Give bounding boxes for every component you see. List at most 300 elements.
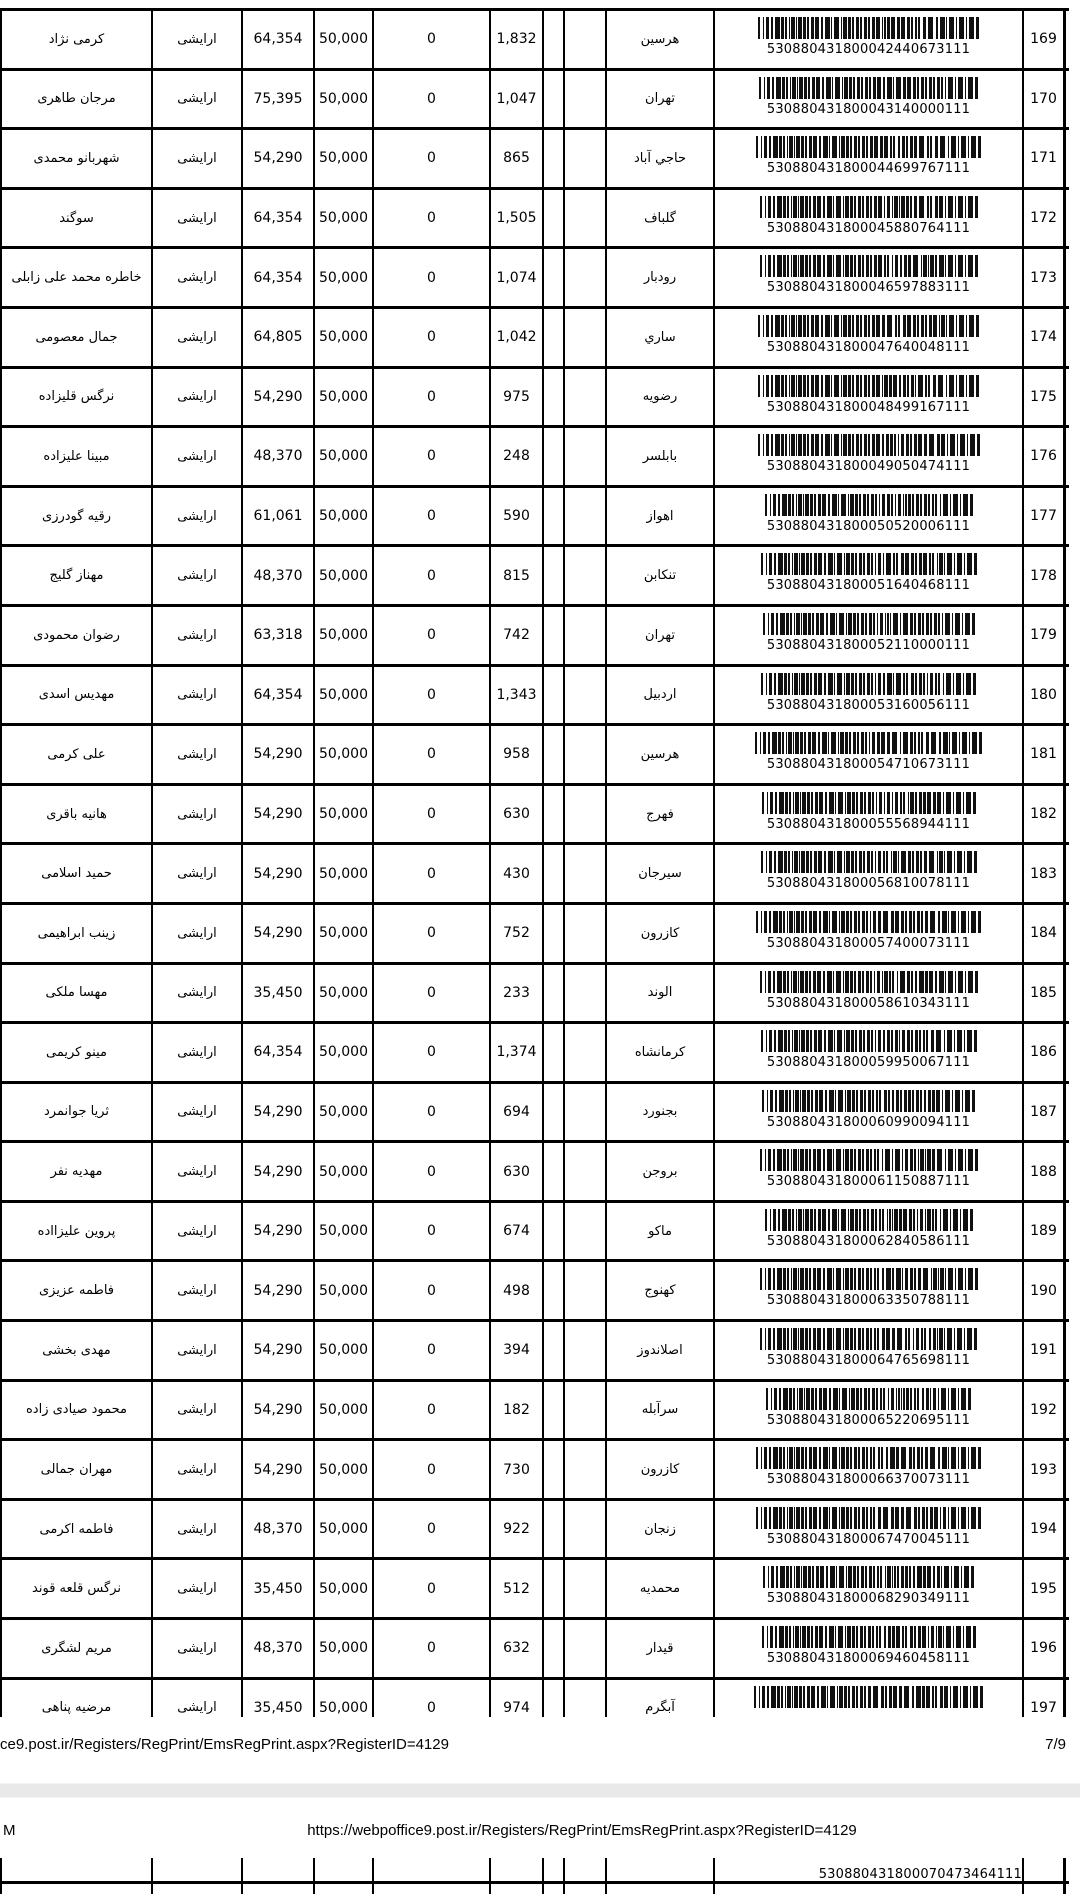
barcode-image [762,1090,975,1112]
cell-insured [313,1884,372,1894]
cell-sender-name: نرگس قلعه قوند [0,1560,151,1617]
table-row [0,1322,1069,1382]
barcode-image [759,77,978,99]
cell-insured: 50,000 [313,1024,372,1081]
table-row [0,1084,1069,1144]
cell-insured: 50,000 [313,130,372,187]
barcode-digits: 530880431800068290349111 [766,1591,971,1607]
barcode-image [761,851,977,873]
cell-row-number: 190 [1022,1262,1066,1319]
cell-row-number: 172 [1022,190,1066,247]
cell-empty-a [542,965,563,1022]
cell-category: ارایشی [151,1620,241,1677]
barcode-digits: 530880431800050520006111 [766,518,971,534]
cell-empty-b [563,1560,605,1617]
cell-empty-a [542,1501,563,1558]
barcode-image [763,1566,974,1588]
cell-destination-city: تهران [605,71,713,128]
cell-destination-city: ماکو [605,1203,713,1260]
cell-empty-a [542,845,563,902]
cell-empty-b [563,845,605,902]
cell-sender-name: خاطره محمد علی زابلی [0,249,151,306]
cell-value: 815 [489,547,542,604]
cell-empty-a [542,190,563,247]
cell-empty-a [542,1382,563,1439]
cell-category [151,1858,241,1881]
cell-insured: 50,000 [313,1203,372,1260]
cell-amount: 64,354 [241,11,313,68]
cell-amount: 64,805 [241,309,313,366]
cell-value: 498 [489,1262,542,1319]
cell-amount: 54,290 [241,905,313,962]
cell-destination-city: رضویه [605,369,713,426]
cell-row-number: 182 [1022,786,1066,843]
cell-barcode [713,1143,1022,1200]
table-row [0,130,1069,190]
cell-category: ارایشی [151,71,241,128]
cell-insured: 50,000 [313,786,372,843]
cell-empty-a [542,11,563,68]
cell-amount: 54,290 [241,1203,313,1260]
cell-sender-name: زینب ابراهیمی [0,905,151,962]
cell-row-number: 196 [1022,1620,1066,1677]
cell-destination-city: اصلاندوز [605,1322,713,1379]
cell-barcode [713,965,1022,1022]
cell-barcode [713,1560,1022,1617]
cell-zero: 0 [372,1620,489,1677]
page-separator [0,1783,1080,1798]
cell-sender-name: شهربانو محمدی [0,130,151,187]
cell-barcode [713,130,1022,187]
cell-value: 1,374 [489,1024,542,1081]
cell-value: 958 [489,726,542,783]
cell-zero: 0 [372,309,489,366]
cell-empty-b [563,1203,605,1260]
cell-value [489,1858,542,1881]
cell-destination-city: سیرجان [605,845,713,902]
cell-empty-b [563,1084,605,1141]
cell-empty-a [542,786,563,843]
cell-destination-city: آبگرم [605,1680,713,1717]
barcode-digits: 530880431800058610343111 [766,995,971,1011]
cell-amount: 54,290 [241,1441,313,1498]
cell-zero: 0 [372,1560,489,1617]
table-row [0,1143,1069,1203]
barcode-digits: 530880431800066370073111 [766,1472,971,1488]
cell-zero: 0 [372,547,489,604]
cell-row-number: 174 [1022,309,1066,366]
barcode-image [758,375,979,397]
cell-category: ارایشی [151,130,241,187]
cell-zero [372,1858,489,1881]
cell-category: ارایشی [151,249,241,306]
cell-zero: 0 [372,71,489,128]
cell-category: ارایشی [151,1501,241,1558]
cell-empty-a [542,1884,563,1894]
cell-barcode [713,1680,1022,1717]
cell-value: 730 [489,1441,542,1498]
cell-empty-b [563,428,605,485]
cell-sender-name: مرضیه پناهی [0,1680,151,1717]
cell-barcode [713,607,1022,664]
next-page-header [0,1822,1080,1842]
cell-amount: 64,354 [241,249,313,306]
cell-zero: 0 [372,1084,489,1141]
cell-empty-a [542,1262,563,1319]
cell-destination-city [605,1858,713,1881]
table-row [0,190,1069,250]
table-row [0,1680,1069,1717]
cell-row-number: 192 [1022,1382,1066,1439]
cell-zero: 0 [372,1441,489,1498]
cell-destination-city: هرسین [605,11,713,68]
cell-amount: 48,370 [241,428,313,485]
cell-empty-b [563,1501,605,1558]
cell-empty-a [542,428,563,485]
cell-empty-b [563,71,605,128]
cell-insured: 50,000 [313,845,372,902]
cell-value: 922 [489,1501,542,1558]
cell-category: ارایشی [151,428,241,485]
cell-category: ارایشی [151,607,241,664]
table-row [0,71,1069,131]
cell-barcode [713,1884,1022,1894]
cell-category: ارایشی [151,667,241,724]
cell-sender-name: فاطمه عزیزی [0,1262,151,1319]
barcode-digits: 530880431800063350788111 [766,1293,971,1309]
cell-empty-b [563,965,605,1022]
cell-value: 974 [489,1680,542,1717]
cell-empty-a [542,905,563,962]
cell-row-number: 169 [1022,11,1066,68]
ems-register-table [0,8,1069,1717]
footer-url-text: ce9.post.ir/Registers/RegPrint/EmsRegPrint.aspx?RegisterID=4129 [0,1736,449,1753]
cell-amount [241,1884,313,1894]
cell-category: ارایشی [151,547,241,604]
cell-sender-name: مهسا ملکی [0,965,151,1022]
cell-row-number: 195 [1022,1560,1066,1617]
cell-value: 512 [489,1560,542,1617]
table-row [0,369,1069,429]
barcode-image [758,434,980,456]
cell-empty-b [563,249,605,306]
barcode-digits: 530880431800044699767111 [766,161,971,177]
cell-zero: 0 [372,190,489,247]
barcode-digits: 530880431800049050474111 [766,459,971,475]
table-row [0,488,1069,548]
cell-insured: 50,000 [313,1620,372,1677]
table-row [0,667,1069,727]
cell-empty-a [542,1560,563,1617]
cell-insured: 50,000 [313,190,372,247]
next-page-table-fragment [0,1858,1069,1894]
cell-destination-city: بروجن [605,1143,713,1200]
cell-row-number: 183 [1022,845,1066,902]
barcode-image [762,792,976,814]
cell-sender-name: مرجان طاهری [0,71,151,128]
barcode-digits: 530880431800048499167111 [766,399,971,415]
cell-barcode [713,249,1022,306]
cell-sender-name: مبینا علیزاده [0,428,151,485]
cell-insured: 50,000 [313,1501,372,1558]
cell-empty-b [563,1680,605,1717]
cell-insured: 50,000 [313,1143,372,1200]
barcode-digits: 530880431800062840586111 [766,1233,971,1249]
cell-insured: 50,000 [313,965,372,1022]
cell-destination-city: الوند [605,965,713,1022]
cell-destination-city: حاجي آباد [605,130,713,187]
cell-empty-b [563,786,605,843]
barcode-digits: 530880431800053160056111 [766,697,971,713]
cell-barcode [713,786,1022,843]
cell-barcode [713,1084,1022,1141]
cell-empty-a [542,726,563,783]
cell-row-number: 194 [1022,1501,1066,1558]
cell-zero: 0 [372,11,489,68]
cell-amount: 54,290 [241,786,313,843]
next-page-header-left-text: M [3,1822,16,1839]
cell-insured: 50,000 [313,1382,372,1439]
cell-destination-city: کرمانشاه [605,1024,713,1081]
cell-value: 674 [489,1203,542,1260]
barcode-digits: 530880431800051640468111 [766,578,971,594]
cell-amount: 48,370 [241,547,313,604]
cell-amount: 54,290 [241,1084,313,1141]
barcode-digits: 530880431800042440673111 [766,42,971,57]
cell-zero: 0 [372,428,489,485]
cell-category: ارایشی [151,488,241,545]
cell-destination-city: زنجان [605,1501,713,1558]
barcode-image [754,1686,983,1708]
cell-amount: 54,290 [241,845,313,902]
cell-category: ارایشی [151,786,241,843]
cell-barcode [713,309,1022,366]
cell-destination-city: ساري [605,309,713,366]
cell-empty-a [542,667,563,724]
cell-empty-b [563,607,605,664]
cell-category: ارایشی [151,1262,241,1319]
cell-row-number: 170 [1022,71,1066,128]
cell-empty-b [563,488,605,545]
cell-insured: 50,000 [313,1560,372,1617]
cell-barcode [713,1441,1022,1498]
cell-zero: 0 [372,845,489,902]
cell-zero: 0 [372,369,489,426]
cell-zero: 0 [372,488,489,545]
table-row [0,607,1069,667]
cell-destination-city: بجنورد [605,1084,713,1141]
cell-destination-city: قیدار [605,1620,713,1677]
cell-empty-b [563,1620,605,1677]
barcode-image [762,1626,976,1648]
cell-value: 1,047 [489,71,542,128]
cell-barcode [713,1203,1022,1260]
cell-sender-name: مهناز گلیج [0,547,151,604]
cell-category: ارایشی [151,11,241,68]
cell-destination-city: کازرون [605,1441,713,1498]
barcode-digits: 530880431800054710673111 [766,757,971,773]
next-page-header-url: https://webpoffice9.post.ir/Registers/RegPrint/EmsRegPrint.aspx?RegisterID=4129 [307,1822,857,1839]
cell-barcode [713,1322,1022,1379]
cell-sender-name: مهدیه نفر [0,1143,151,1200]
cell-barcode [713,488,1022,545]
cell-empty-a [542,130,563,187]
cell-value: 1,042 [489,309,542,366]
cell-destination-city: کهنوج [605,1262,713,1319]
cell-zero: 0 [372,667,489,724]
cell-sender-name: مینو کریمی [0,1024,151,1081]
barcode-image [765,1209,973,1231]
cell-empty-b [563,1382,605,1439]
cell-value: 1,832 [489,11,542,68]
cell-row-number: 186 [1022,1024,1066,1081]
cell-empty-a [542,309,563,366]
cell-empty-a [542,607,563,664]
table-row [0,1501,1069,1561]
table-row [0,726,1069,786]
cell-value: 590 [489,488,542,545]
barcode-digits: 530880431800043140000111 [766,101,971,117]
cell-row-number: 184 [1022,905,1066,962]
cell-sender-name: مریم لشگری [0,1620,151,1677]
cell-empty-b [563,309,605,366]
cell-insured: 50,000 [313,1084,372,1141]
cell-amount: 64,354 [241,1024,313,1081]
cell-sender-name: جمال معصومی [0,309,151,366]
barcode-digits: 530880431800059950067111 [766,1055,971,1071]
cell-amount: 35,450 [241,965,313,1022]
cell-row-number: 179 [1022,607,1066,664]
cell-value: 630 [489,786,542,843]
barcode-digits: 530880431800069460458111 [766,1651,971,1667]
barcode-image [760,255,978,277]
cell-row-number: 175 [1022,369,1066,426]
cell-sender-name: مهدیس اسدی [0,667,151,724]
cell-sender-name: کرمی نژاد [0,11,151,68]
cell-category: ارایشی [151,1441,241,1498]
cell-sender-name: مهران جمالی [0,1441,151,1498]
barcode-image [761,1030,977,1052]
barcode-digits: 530880431800046597883111 [766,280,971,296]
table-row [0,1203,1069,1263]
cell-amount: 54,290 [241,1262,313,1319]
cell-barcode [713,1501,1022,1558]
cell-destination-city: تهران [605,607,713,664]
cell-empty-a [542,1143,563,1200]
cell-zero: 0 [372,130,489,187]
table-row [0,786,1069,846]
cell-destination-city: کازرون [605,905,713,962]
cell-amount [241,1858,313,1881]
cell-amount: 54,290 [241,1322,313,1379]
cell-zero: 0 [372,249,489,306]
cell-zero: 0 [372,1680,489,1717]
table-row [0,1620,1069,1680]
cell-row-number: 191 [1022,1322,1066,1379]
barcode-digits: 530880431800061150887111 [766,1174,971,1190]
cell-value: 865 [489,130,542,187]
cell-insured: 50,000 [313,1262,372,1319]
cell-empty-b [563,11,605,68]
cell-zero: 0 [372,1024,489,1081]
cell-amount: 54,290 [241,1382,313,1439]
cell-value: 694 [489,1084,542,1141]
cell-empty-b [563,1441,605,1498]
cell-empty-b [563,190,605,247]
cell-value: 1,343 [489,667,542,724]
cell-sender-name: علی کرمی [0,726,151,783]
table-row [0,1024,1069,1084]
table-row [0,1262,1069,1322]
cell-empty-b [563,1322,605,1379]
cell-row-number: 178 [1022,547,1066,604]
cell-zero: 0 [372,726,489,783]
cell-row-number: 185 [1022,965,1066,1022]
table-row [0,11,1069,71]
cell-barcode [713,726,1022,783]
cell-category: ارایشی [151,369,241,426]
barcode-image [766,1388,971,1410]
cell-empty-a [542,488,563,545]
cell-row-number: 197 [1022,1680,1066,1717]
cell-destination-city: سرآبله [605,1382,713,1439]
cell-insured: 50,000 [313,905,372,962]
cell-empty-b [563,1024,605,1081]
fragment-row [0,1858,1069,1884]
cell-sender-name: محمود صیادی زاده [0,1382,151,1439]
cell-row-number [1022,1884,1066,1894]
cell-row-number: 188 [1022,1143,1066,1200]
barcode-digits: 530880431800052110000111 [766,637,971,653]
cell-sender-name: مهدی بخشی [0,1322,151,1379]
cell-row-number: 193 [1022,1441,1066,1498]
cell-row-number: 180 [1022,667,1066,724]
cell-empty-b [563,1143,605,1200]
barcode-digits: 530880431800056810078111 [766,876,971,892]
cell-amount: 54,290 [241,369,313,426]
barcode-digits: 530880431800060990094111 [766,1114,971,1130]
cell-zero: 0 [372,1322,489,1379]
cell-zero: 0 [372,607,489,664]
cell-barcode [713,667,1022,724]
table-row [0,309,1069,369]
cell-category: ارایشی [151,1560,241,1617]
table-row [0,428,1069,488]
cell-barcode [713,428,1022,485]
cell-value: 394 [489,1322,542,1379]
cell-sender-name: حمید اسلامی [0,845,151,902]
barcode-image [755,732,982,754]
cell-empty-a [542,71,563,128]
cell-empty-a [542,1620,563,1677]
cell-barcode [713,1262,1022,1319]
cell-destination-city: اردبیل [605,667,713,724]
table-row [0,1441,1069,1501]
cell-category: ارایشی [151,905,241,962]
cell-row-number: 177 [1022,488,1066,545]
cell-category: ارایشی [151,1680,241,1717]
cell-destination-city: هرسین [605,726,713,783]
cell-amount: 61,061 [241,488,313,545]
cell-destination-city: گلباف [605,190,713,247]
cell-barcode [713,1382,1022,1439]
cell-insured: 50,000 [313,547,372,604]
cell-empty-b [563,1858,605,1881]
cell-amount: 35,450 [241,1680,313,1717]
cell-value: 632 [489,1620,542,1677]
cell-insured: 50,000 [313,11,372,68]
cell-category: ارایشی [151,190,241,247]
